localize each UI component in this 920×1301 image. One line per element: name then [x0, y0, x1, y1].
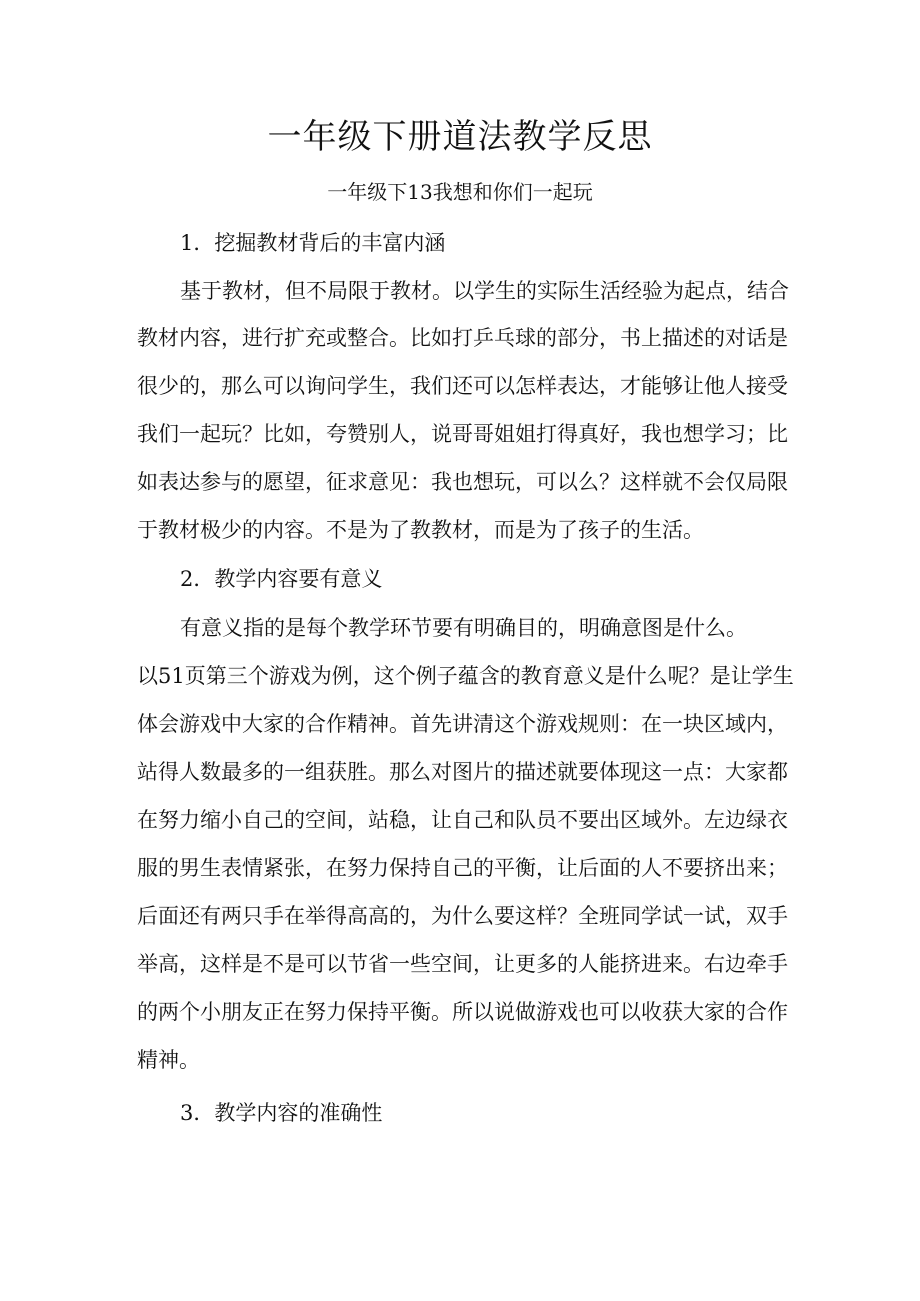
paragraph-line: 教材内容，进行扩充或整合。比如打乒乓球的部分，书上描述的对话是	[137, 326, 788, 350]
paragraph-line: 于教材极少的内容。不是为了教教材，而是为了孩子的生活。	[137, 518, 704, 542]
section-2-heading: 2．教学内容要有意义	[180, 567, 383, 591]
paragraph-line: 如表达参与的愿望，征求意见：我也想玩，可以么？这样就不会仅局限	[137, 470, 788, 494]
section-3-heading: 3．教学内容的准确性	[180, 1101, 383, 1125]
document-title: 一年级下册道法教学反思	[267, 117, 653, 157]
paragraph-line: 以51页第三个游戏为例，这个例子蕴含的教育意义是什么呢？是让学生	[137, 664, 794, 688]
paragraph-line: 有意义指的是每个教学环节要有明确目的，明确意图是什么。	[180, 616, 747, 640]
paragraph-line: 站得人数最多的一组获胜。那么对图片的描述就要体现这一点：大家都	[137, 760, 788, 784]
document-subtitle: 一年级下13我想和你们一起玩	[327, 180, 593, 204]
paragraph-line: 服的男生表情紧张，在努力保持自己的平衡，让后面的人不要挤出来；	[137, 856, 788, 880]
paragraph-line: 精神。	[137, 1048, 200, 1072]
section-1-heading: 1．挖掘教材背后的丰富内涵	[180, 231, 446, 255]
paragraph-line: 的两个小朋友正在努力保持平衡。所以说做游戏也可以收获大家的合作	[137, 1000, 788, 1024]
paragraph-line: 很少的，那么可以询问学生，我们还可以怎样表达，才能够让他人接受	[137, 374, 788, 398]
paragraph-line: 体会游戏中大家的合作精神。首先讲清这个游戏规则：在一块区域内，	[137, 712, 788, 736]
paragraph-line: 我们一起玩？比如，夸赞别人，说哥哥姐姐打得真好，我也想学习；比	[137, 422, 788, 446]
paragraph-line: 后面还有两只手在举得高高的，为什么要这样？全班同学试一试，双手	[137, 904, 788, 928]
paragraph-line: 举高，这样是不是可以节省一些空间，让更多的人能挤进来。右边牵手	[137, 952, 788, 976]
paragraph-line: 在努力缩小自己的空间，站稳，让自己和队员不要出区域外。左边绿衣	[137, 808, 788, 832]
paragraph-line: 基于教材，但不局限于教材。以学生的实际生活经验为起点，结合	[180, 279, 789, 303]
